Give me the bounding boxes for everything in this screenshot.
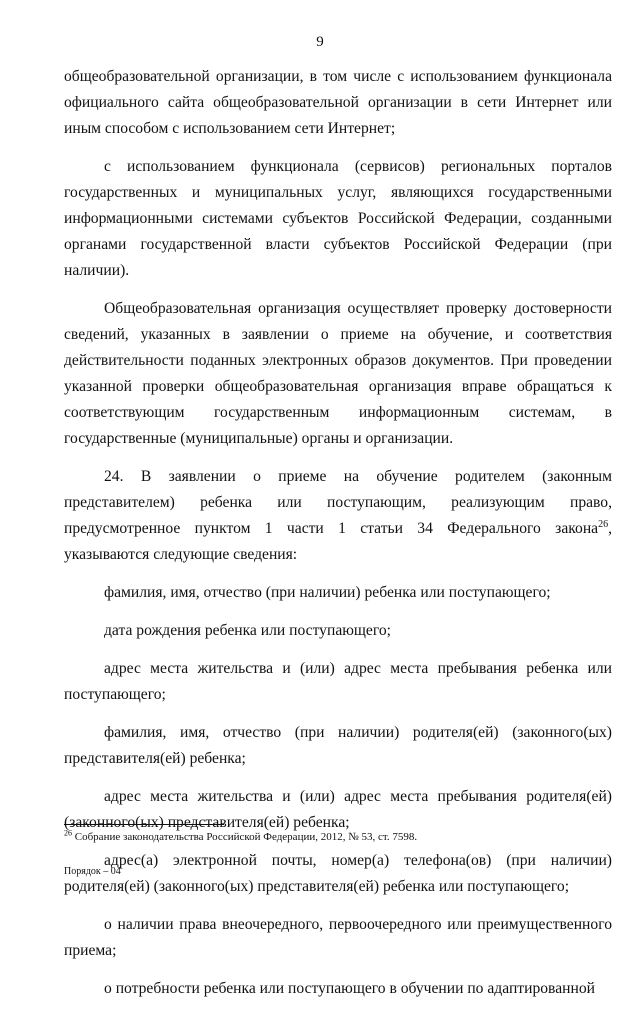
body-text — [64, 64, 612, 1014]
list-item: фамилия, имя, отчество (при наличии) ребенка или поступающего; — [104, 584, 551, 601]
list-item: о потребности ребенка или поступающего в обучении по адаптированной — [104, 980, 595, 997]
footer-label: Порядок – 04 — [64, 866, 121, 877]
list-item: фамилия, имя, отчество (при наличии) родителя(ей) (законного(ых) представителя(ей) ребенка; — [64, 724, 612, 767]
item-24-text-end: , указываются следующие сведения: — [64, 520, 612, 563]
footnote-marker: 26 — [64, 828, 72, 838]
page-number: 9 — [316, 34, 324, 50]
list-item: адрес(а) электронной почты, номер(а) телефона(ов) (при наличии) родителя(ей) (законного(ых) представителя(ей) ребенка или поступающего; — [64, 852, 612, 895]
paragraph: Общеобразовательная организация осуществляет проверку достоверности сведений, указанных в заявлении о приеме на обучение, и соответствия действительности поданных электронных образов документов. При проведении указанной проверки общеобразовательная организация вправе обращаться к соответствующим государственным информационным системам, в государственные (муниципальные) органы и организации. — [64, 300, 612, 447]
list-item: о наличии права внеочередного, первоочередного или преимущественного приема; — [64, 916, 612, 959]
list-item: адрес места жительства и (или) адрес места пребывания ребенка или поступающего; — [64, 660, 612, 703]
item-24-text: 24. В заявлении о приеме на обучение родителем (законным представителем) ребенка или поступающим, реализующим право, предусмотренное пунктом 1 части 1 статьи 34 Федерального закона — [64, 468, 612, 537]
paragraph-item-24 — [64, 464, 612, 568]
list-item: дата рождения ребенка или поступающего; — [104, 622, 391, 639]
paragraph: общеобразовательной организации, в том числе с использованием функционала официального сайта общеобразовательной организации в сети Интернет или иным способом с использованием сети Интернет; — [64, 68, 612, 137]
paragraph: с использованием функционала (сервисов) региональных порталов государственных и муниципальных услуг, являющихся государственными информационными системами субъектов Российской Федерации, созданными органами государственной власти субъектов Российской Федерации (при наличии). — [64, 158, 612, 279]
footnote-reference[interactable]: 26 — [598, 518, 609, 530]
footnote-text: Собрание законодательства Российской Федерации, 2012, № 53, ст. 7598. — [72, 831, 418, 843]
footnote — [64, 830, 612, 844]
list-item: адрес места жительства и (или) адрес места пребывания родителя(ей) (законного(ых) представителя(ей) ребенка; — [64, 788, 612, 831]
footnote-divider — [64, 824, 224, 825]
